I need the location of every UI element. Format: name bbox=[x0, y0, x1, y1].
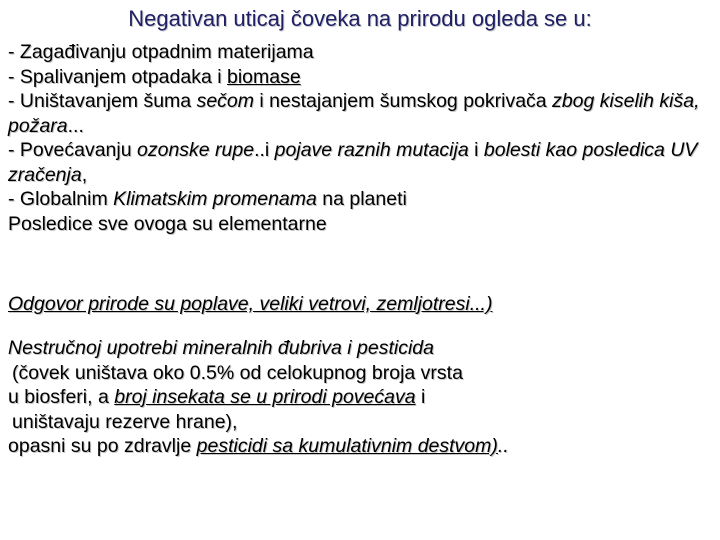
italic-term: ozonske rupe bbox=[137, 139, 255, 161]
paragraph-line: Nestručnoj upotrebi mineralnih đubriva i pesticida bbox=[8, 337, 434, 359]
paragraph-text: opasni su po zdravlje bbox=[8, 435, 197, 457]
list-item bbox=[8, 187, 714, 212]
list-item-text: - Spalivanjem otpadaka i bbox=[8, 65, 227, 88]
consequence-line: Posledice sve ovoga su elementarne bbox=[8, 212, 327, 235]
italic-term: sečom bbox=[196, 90, 255, 112]
paragraph-text: .. bbox=[497, 435, 509, 457]
underlined-term: pesticidi sa kumulativnim destvom) bbox=[196, 435, 498, 457]
underlined-term: broj insekata se u prirodi povećava bbox=[114, 386, 416, 408]
slide-title: Negativan uticaj čoveka na prirodu ogleda se u: bbox=[128, 6, 592, 31]
italic-term: bolesti kao posledica UV zračenja bbox=[8, 139, 698, 186]
paragraph-line bbox=[8, 434, 714, 459]
list-item-text: - Globalnim bbox=[8, 188, 114, 210]
paragraph-line bbox=[8, 385, 714, 410]
list-item-text: i nestajanjem šumskog pokrivača bbox=[254, 90, 553, 112]
list-item bbox=[8, 89, 714, 138]
italic-term: pojave raznih mutacija bbox=[274, 139, 469, 161]
underlined-term: biomase bbox=[226, 65, 301, 88]
paragraph-line: uništavaju rezerve hrane), bbox=[12, 410, 238, 433]
nature-response bbox=[8, 292, 714, 317]
nature-response-text: Odgovor prirode su poplave, veliki vetrovi, zemljotresi...) bbox=[8, 293, 493, 315]
list-item-text: na planeti bbox=[316, 188, 407, 210]
italic-term: zbog kiselih kiša, požara bbox=[8, 90, 700, 137]
list-item-text: - Povećavanju bbox=[8, 139, 137, 161]
list-item: - Zagađivanju otpadnim materijama bbox=[8, 41, 314, 63]
paragraph-text: i bbox=[415, 386, 426, 408]
list-item-text: ..i bbox=[254, 139, 275, 161]
pesticide-paragraph bbox=[8, 336, 714, 459]
paragraph-line: (čovek uništava oko 0.5% od celokupnog broja vrsta bbox=[12, 361, 463, 384]
paragraph-text: u biosferi, a bbox=[8, 386, 115, 408]
list-item-text: i bbox=[468, 139, 484, 161]
list-item bbox=[8, 138, 714, 187]
impact-list bbox=[8, 40, 714, 236]
list-item-text: , bbox=[81, 163, 88, 186]
list-item-text: - Uništavanjem šuma bbox=[8, 90, 197, 112]
list-item-text: ... bbox=[67, 114, 84, 137]
italic-term: Klimatskim promenama bbox=[113, 188, 317, 210]
list-item bbox=[8, 65, 714, 90]
